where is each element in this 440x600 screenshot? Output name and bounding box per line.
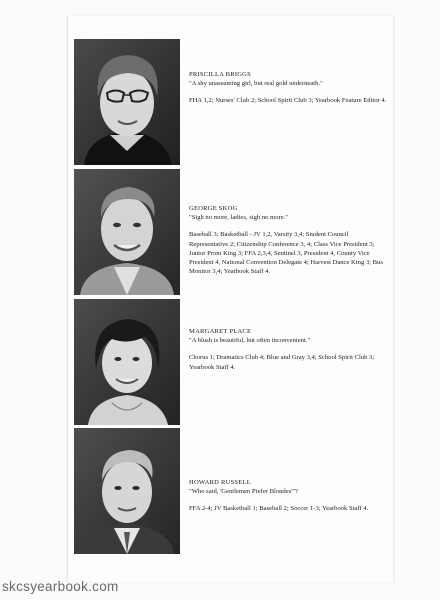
student-photo — [74, 169, 180, 295]
portrait-image — [74, 428, 180, 554]
portrait-image — [74, 299, 180, 425]
student-photo — [74, 428, 180, 554]
student-quote: "A shy unassuming girl, but real gold underneath." — [189, 80, 323, 88]
portrait-image — [74, 169, 180, 295]
student-photo — [74, 299, 180, 425]
student-activities: Chorus 1; Dramatics Club 4; Blue and Gray 3,4; School Spirit Club 3; Yearbook Staff 4. — [189, 354, 375, 371]
student-activities: Baseball 3; Basketball - JV 1,2, Varsity 3,4; Student Council Representative 2; Citizenship Conference 3, 4; Class Vice President 3; Junior Prom King 3; FFA 2,3,4, Sentinel 3, President 4, County Vice President 4, National Convention Delegate 4; Harvest Dance King 3; Bus Monitor 3,4; Yearbook Staff 4. — [189, 231, 383, 276]
student-quote: "A blush is beautiful, but often inconvenient." — [189, 337, 311, 345]
student-name: PRISCILLA BRIGGS — [189, 71, 252, 78]
yearbook-page — [67, 16, 394, 582]
student-activities: FFA 2-4; JV Basketball 1; Baseball 2; Soccer 1-3; Yearbook Staff 4. — [189, 505, 369, 513]
portrait-image — [74, 39, 180, 165]
student-activities: FHA 1,2; Nurses' Club 2; School Spirit Club 3; Yearbook Feature Editor 4. — [189, 97, 387, 105]
student-quote: "Sigh no more, ladies, sigh no more." — [189, 214, 288, 222]
student-photo — [74, 39, 180, 165]
student-quote: "Who said, 'Gentlemen Prefer Blondes'"? — [189, 488, 299, 496]
site-watermark: skcsyearbook.com — [2, 579, 119, 594]
student-name: HOWARD RUSSELL — [189, 479, 251, 486]
student-name: MARGARET PLACE — [189, 328, 252, 335]
student-name: GEORGE SKOG — [189, 205, 238, 212]
